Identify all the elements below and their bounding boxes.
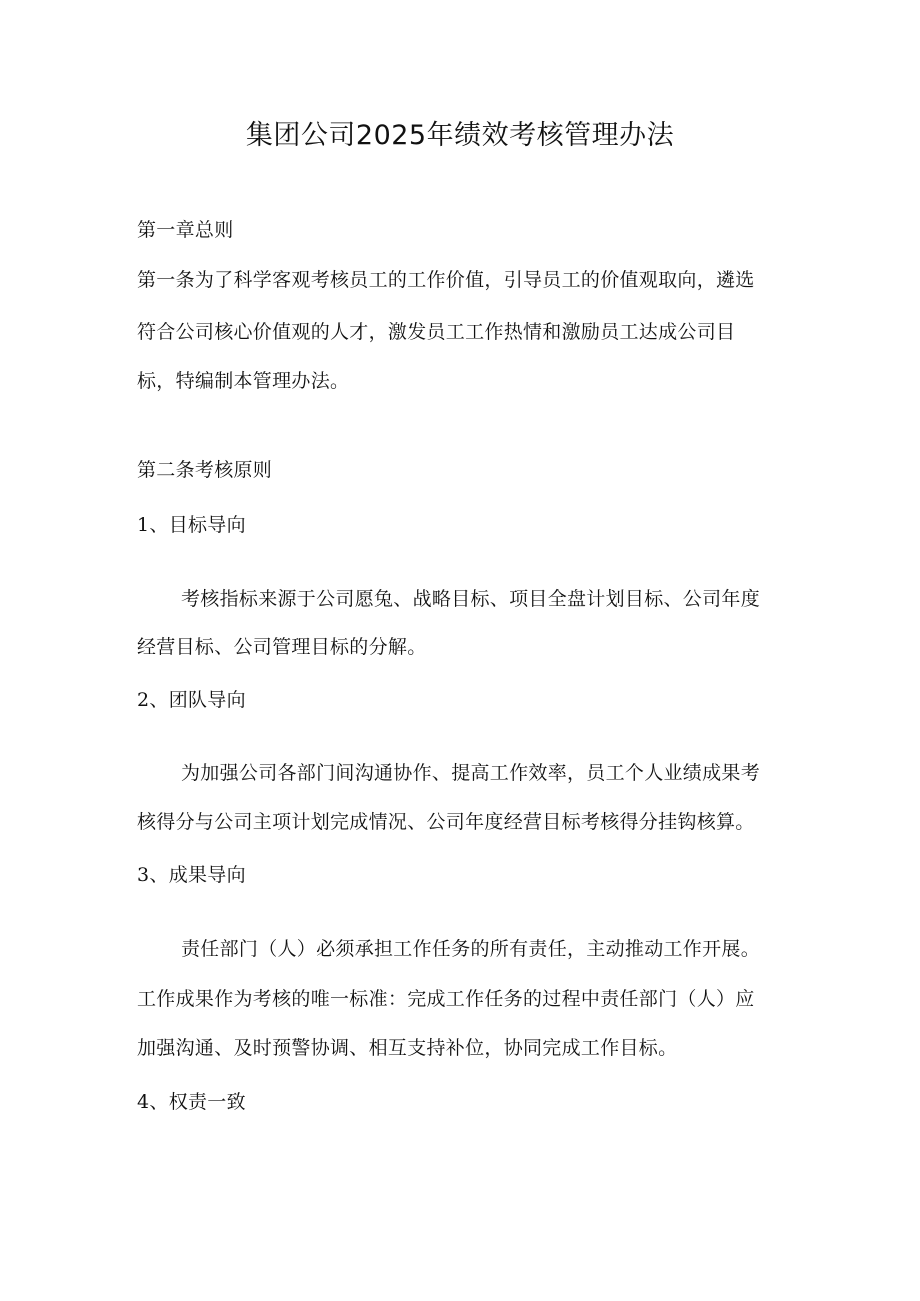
- principle-1-line-2: 经营目标、公司管理目标的分解。: [137, 636, 427, 658]
- principle-2-heading: 2、团队导向: [137, 689, 246, 711]
- principle-1-line-1: 考核指标来源于公司愿兔、战略目标、项目全盘计划目标、公司年度: [181, 588, 761, 610]
- article-1-line-1: 第一条为了科学客观考核员工的工作价值，引导员工的价值观取向，遴选: [137, 269, 755, 291]
- article-1-line-3: 标，特编制本管理办法。: [137, 370, 350, 392]
- article-1-line-2: 符合公司核心价值观的人才，激发员工工作热情和激励员工达成公司目: [137, 321, 736, 343]
- principle-3-line-2: 工作成果作为考核的唯一标准：完成工作任务的过程中责任部门（人）应: [137, 988, 755, 1010]
- principle-2-line-2: 核得分与公司主项计划完成情况、公司年度经营目标考核得分挂钩核算。: [137, 811, 755, 833]
- document-title: 集团公司2025年绩效考核管理办法: [245, 120, 675, 151]
- chapter-heading: 第一章总则: [137, 219, 234, 241]
- article-2-heading: 第二条考核原则: [137, 459, 273, 481]
- principle-3-line-1: 责任部门（人）必须承担工作任务的所有责任，主动推动工作开展。: [181, 938, 761, 960]
- principle-4-heading: 4、权责一致: [137, 1091, 246, 1113]
- principle-1-heading: 1、目标导向: [137, 514, 246, 536]
- principle-2-line-1: 为加强公司各部门间沟通协作、提高工作效率，员工个人业绩成果考: [181, 762, 761, 784]
- principle-3-line-3: 加强沟通、及时预警协调、相互支持补位，协同完成工作目标。: [137, 1037, 678, 1059]
- principle-3-heading: 3、成果导向: [137, 864, 246, 886]
